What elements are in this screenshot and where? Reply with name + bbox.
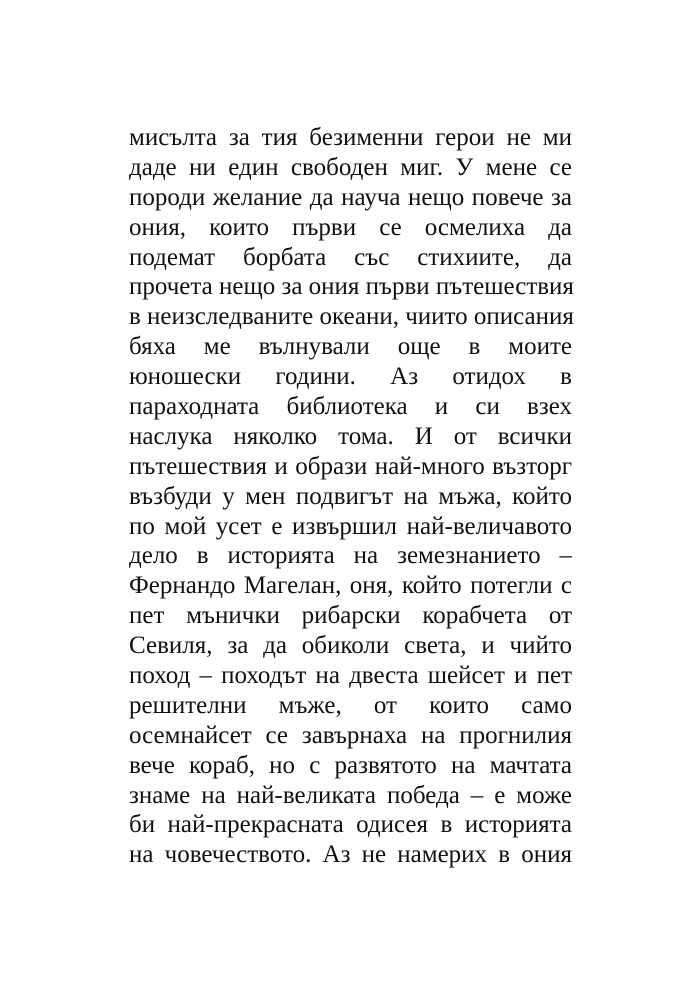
text-line-8: бяха ме вълнували още в моите bbox=[129, 333, 572, 361]
text-line-21: осемнайсет се завърнаха на прогнилия bbox=[129, 721, 572, 749]
text-line-25: на човечеството. Аз не намерих в ония bbox=[129, 841, 572, 869]
text-line-23: знаме на най-великата победа – е може bbox=[129, 781, 572, 809]
text-line-9: юношески години. Аз отидох в bbox=[129, 363, 572, 391]
text-line-14: по мой усет е извършил най-величавото bbox=[129, 512, 572, 540]
text-line-19: поход – походът на двеста шейсет и пет bbox=[129, 662, 572, 690]
text-line-4: ония, които първи се осмелиха да bbox=[129, 213, 572, 241]
text-line-20: решителни мъже, от които само bbox=[129, 691, 572, 719]
body-text bbox=[129, 123, 572, 870]
text-line-15: дело в историята на земезнанието – bbox=[129, 542, 572, 570]
text-line-11: наслука няколко тома. И от всички bbox=[129, 422, 572, 450]
text-line-16: Фернандо Магелан, оня, който потегли с bbox=[129, 572, 572, 600]
text-line-6: прочета нещо за ония първи пътешествия bbox=[129, 273, 574, 301]
text-line-10: параходната библиотека и си взех bbox=[129, 393, 572, 421]
text-line-1: мисълта за тия безименни герои не ми bbox=[129, 124, 572, 151]
text-line-2: даде ни един свободен миг. У мене се bbox=[129, 153, 572, 181]
text-line-22: вече кораб, но с развятото на мачтата bbox=[129, 751, 572, 779]
text-line-7: в неизследваните океани, чиито описания bbox=[129, 303, 574, 331]
text-line-5: подемат борбата със стихиите, да bbox=[129, 243, 572, 271]
text-line-17: пет мънички рибарски корабчета от bbox=[129, 602, 572, 630]
text-line-3: породи желание да науча нещо повече за bbox=[129, 183, 572, 211]
text-line-18: Севиля, за да обиколи света, и чийто bbox=[129, 632, 572, 660]
text-line-12: пътешествия и образи най-много възторг bbox=[129, 452, 572, 480]
text-line-24: би най-прекрасната одисея в историята bbox=[129, 811, 572, 839]
text-line-13: възбуди у мен подвигът на мъжа, който bbox=[129, 482, 572, 510]
